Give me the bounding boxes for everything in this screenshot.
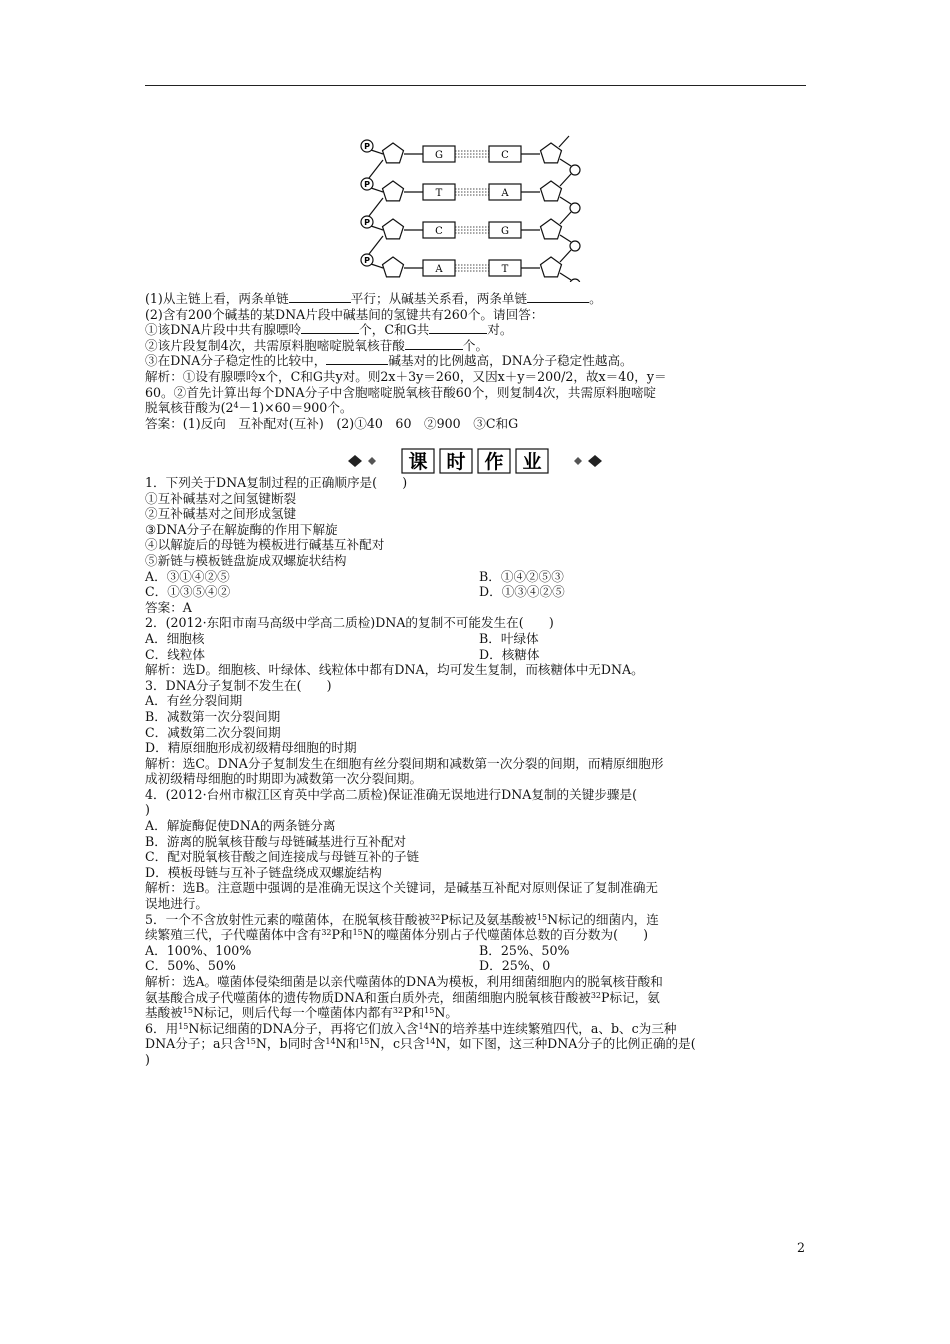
left-base-label: T (435, 188, 443, 199)
option-b[interactable]: B．叶绿体 (479, 630, 539, 646)
left-base-label: C (435, 226, 443, 237)
analysis-line: 解析：选B。注意题中强调的是准确无误这个关键词，是碱基互补配对原则保证了复制准确无 (145, 880, 659, 896)
option-a[interactable]: A．细胞核 (145, 630, 205, 646)
left-base-label: G (435, 150, 443, 161)
banner-char: 课 (408, 451, 428, 473)
question-stem: 6．用$^{15}$N标记细菌的DNA分子，再将它们放入含$^{14}$N的培养基中连续繁殖四代，a、b、c为三种 (145, 1020, 677, 1036)
backbone-bond (560, 159, 571, 166)
question-section (145, 291, 815, 431)
question-stem: 2．(2012·东阳市南马高级中学高二质检)DNA的复制不可能发生在( ) (145, 615, 554, 631)
backbone-bond (371, 150, 383, 154)
backbone-bond (371, 264, 383, 268)
phosphate-label: P (364, 218, 370, 227)
option-c[interactable]: C．线粒体 (145, 646, 206, 662)
backbone-bond (559, 136, 569, 147)
subquestion-2b: ②该片段复制4次，共需原料胞嘧啶脱氧核苷酸 个。 (145, 337, 489, 353)
options-row (145, 647, 815, 663)
right-sugar (541, 181, 562, 201)
right-sugar (541, 143, 562, 163)
right-base-label: A (501, 188, 509, 199)
backbone-bond (560, 250, 571, 262)
answer-line: 答案：(1)反向 互补配对(互补) (2)①40 60 ②900 ③C和G (145, 415, 519, 431)
analysis-line: 成初级精母细胞的时期即为减数第一次分裂间期。 (145, 771, 423, 787)
backbone-bond (369, 236, 383, 254)
answer-blank[interactable] (289, 291, 351, 303)
analysis-line: 解析：选D。细胞核、叶绿体、线粒体中都有DNA，均可发生复制，而核糖体中无DNA。 (145, 662, 644, 678)
backbone-bond (369, 160, 383, 178)
right-sugar (541, 219, 562, 239)
options-row (145, 569, 815, 585)
answer-line: 答案：A (145, 599, 192, 615)
answer-blank[interactable] (405, 338, 463, 350)
list-item: ④以解旋后的母链为模板进行碱基互补配对 (145, 537, 385, 553)
option-a[interactable]: A．解旋酶促使DNA的两条链分离 (145, 818, 336, 834)
analysis-line: 脱氧核苷酸为$(2^4-1)\times 60=900$个。 (145, 400, 353, 416)
option-b[interactable]: B．25%、50% (479, 942, 570, 958)
page-number: 2 (797, 1240, 806, 1255)
dna-structure-diagram (355, 132, 595, 282)
question-stem: 3．DNA分子复制不发生在( ) (145, 677, 332, 693)
question-stem: 1．下列关于DNA复制过程的正确顺序是( ) (145, 475, 408, 490)
list-item: ②互补碱基对之间形成氢键 (145, 506, 297, 522)
backbone-bond (560, 273, 571, 280)
option-b[interactable]: B．①④②⑤③ (479, 568, 564, 584)
option-d[interactable]: D．模板母链与互补子链盘绕成双螺旋结构 (145, 864, 382, 880)
option-a[interactable]: A．100%、100% (145, 942, 252, 958)
option-b[interactable]: B．游离的脱氧核苷酸与母链碱基进行互补配对 (145, 833, 407, 849)
left-sugar (383, 219, 404, 239)
option-c[interactable]: C．50%、50% (145, 958, 236, 974)
analysis-line: 氨基酸合成子代噬菌体的遗传物质DNA和蛋白质外壳，细菌细胞内脱氧核苷酸被$^{32}$P标记，氨 (145, 989, 660, 1005)
options-row (145, 943, 815, 959)
banner-char: 作 (484, 451, 504, 473)
analysis-line: 解析：选A。噬菌体侵染细菌是以亲代噬菌体的DNA为模板，利用细菌细胞内的脱氧核苷酸和 (145, 974, 663, 989)
option-a[interactable]: A．③①④②⑤ (145, 568, 230, 584)
answer-blank[interactable] (326, 353, 388, 365)
right-phosphate-circle (570, 241, 580, 251)
homework-questions (145, 475, 815, 1068)
analysis-line: 解析：①设有腺嘌呤x个，C和G共y对。则2x＋3y＝260，又因x＋y＝200/2，故x＝40，y＝ (145, 368, 667, 384)
option-d[interactable]: D．25%、0 (479, 958, 551, 974)
backbone-bond (371, 226, 383, 230)
subquestion-2c: ③在DNA分子稳定性的比较中， 碱基对的比例越高，DNA分子稳定性越高。 (145, 353, 633, 369)
question-stem: ) (145, 802, 150, 818)
options-row (145, 958, 815, 974)
phosphate-label: P (364, 180, 370, 189)
banner-char: 时 (446, 451, 466, 473)
backbone-bond (560, 212, 571, 224)
question-stem: 4．(2012·台州市椒江区育英中学高二质检)保证准确无误地进行DNA复制的关键步骤是( (145, 786, 638, 802)
option-a[interactable]: A．有丝分裂间期 (145, 693, 243, 709)
left-base-label: A (435, 264, 443, 275)
backbone-bond (560, 197, 571, 204)
list-item: ①互补碱基对之间氢键断裂 (145, 490, 297, 506)
answer-blank[interactable] (527, 291, 589, 303)
list-item: ⑤新链与模板链盘旋成双螺旋状结构 (145, 552, 347, 568)
options-row (145, 631, 815, 647)
subquestion-2: (2)含有200个碱基的某DNA片段中碱基间的氢键共有260个。请回答： (145, 306, 544, 322)
right-base-label: C (501, 150, 509, 161)
question-stem: 续繁殖三代，子代噬菌体中含有$^{32}$P和$^{15}$N的噬菌体分别占子代噬菌体总数的百分数为( ) (145, 927, 649, 943)
option-d[interactable]: D．精原细胞形成初级精母细胞的时期 (145, 740, 357, 756)
right-base-label: G (501, 226, 509, 237)
option-c[interactable]: C．配对脱氧核苷酸之间连接成与母链互补的子链 (145, 849, 420, 865)
subquestion-2a: ①该DNA片段中共有腺嘌呤 个，C和G共 对。 (145, 322, 513, 338)
right-base-label: T (501, 264, 509, 275)
right-sugar (541, 257, 562, 277)
subquestion-1: (1)从主链上看，两条单链 平行；从碱基关系看，两条单链 。 (145, 291, 602, 306)
homework-banner (346, 448, 604, 474)
phosphate-label: P (364, 142, 370, 151)
backbone-bond (369, 198, 383, 216)
option-b[interactable]: B．减数第一次分裂间期 (145, 708, 281, 724)
right-phosphate-circle (570, 165, 580, 175)
analysis-line: 解析：选C。DNA分子复制发生在细胞有丝分裂间期和减数第一次分裂的间期，而精原细胞形 (145, 755, 664, 771)
right-phosphate-circle (570, 279, 580, 282)
left-sugar (383, 257, 404, 277)
question-stem: DNA分子；a只含$^{15}$N，b同时含$^{14}$N和$^{15}$N，c只含$^{14}$N，如下图，这三种DNA分子的比例正确的是( (145, 1036, 696, 1052)
analysis-line: 误地进行。 (145, 896, 208, 912)
list-item: ③DNA分子在解旋酶的作用下解旋 (145, 521, 338, 537)
phosphate-label: P (364, 256, 370, 265)
option-d[interactable]: D．①③④②⑤ (479, 584, 565, 600)
options-row (145, 584, 815, 600)
left-sugar (383, 181, 404, 201)
question-stem: ) (145, 1051, 150, 1067)
banner-char: 业 (522, 451, 542, 473)
option-c[interactable]: C．减数第二次分裂间期 (145, 724, 281, 740)
analysis-line: 60。②首先计算出每个DNA分子中含胞嘧啶脱氧核苷酸60个，则复制4次，共需原料胞嘧啶 (145, 384, 657, 400)
option-d[interactable]: D．核糖体 (479, 646, 540, 662)
option-c[interactable]: C．①③⑤④② (145, 584, 231, 600)
answer-blank[interactable] (301, 322, 359, 334)
backbone-bond (560, 235, 571, 242)
backbone-bond (371, 188, 383, 192)
analysis-line: 基酸被$^{15}$N标记，则后代每一个噬菌体内都有$^{32}$P和$^{15}$N。 (145, 1005, 458, 1021)
header-rule (145, 85, 806, 86)
answer-blank[interactable] (429, 322, 487, 334)
right-phosphate-circle (570, 203, 580, 213)
backbone-bond (560, 174, 571, 186)
question-stem: 5．一个不含放射性元素的噬菌体，在脱氧核苷酸被$^{32}$P标记及氨基酸被$^{15}$N标记的细菌内，连 (145, 911, 659, 927)
left-sugar (383, 143, 404, 163)
